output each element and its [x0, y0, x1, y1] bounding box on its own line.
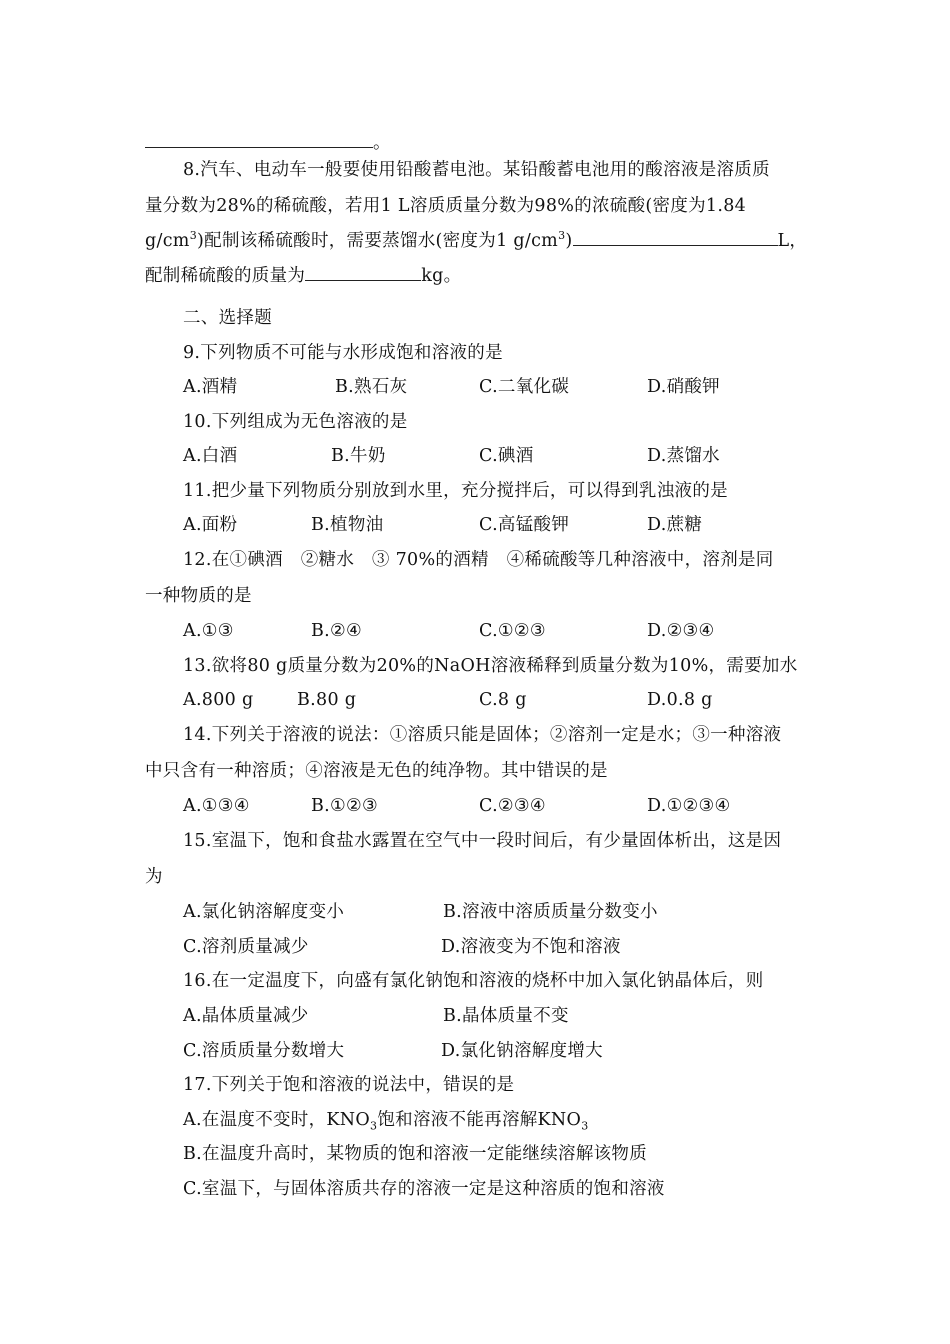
option-d[interactable]: D.蔗糖 — [647, 515, 703, 535]
q8-line-3: $g/cm^3$)配制该稀硫酸时，需要蒸馏水(密度为1 $g/cm^3$) L， — [145, 229, 808, 251]
option-c[interactable]: C.②③④ — [479, 796, 546, 816]
option-c[interactable]: C.溶质质量分数增大 — [183, 1041, 345, 1061]
option-c[interactable]: C.溶剂质量减少 — [183, 937, 309, 957]
section-heading: 二、选择题 — [183, 308, 272, 328]
option-b[interactable]: B.植物油 — [311, 515, 384, 535]
q10-stem: 10.下列组成为无色溶液的是 — [183, 412, 408, 432]
option-a[interactable]: A.氯化钠溶解度变小 — [183, 902, 345, 922]
option-a[interactable]: A.①③④ — [183, 796, 250, 816]
option-d[interactable]: D.硝酸钾 — [647, 377, 720, 397]
q11-stem: 11.把少量下列物质分别放到水里，充分搅拌后，可以得到乳浊液的是 — [183, 481, 728, 501]
q17-option-b[interactable]: B.在温度升高时，某物质的饱和溶液一定能继续溶解该物质 — [183, 1144, 648, 1164]
option-d[interactable]: D.②③④ — [647, 621, 715, 641]
q9-stem: 9.下列物质不可能与水形成饱和溶液的是 — [183, 343, 503, 363]
answer-blank[interactable] — [145, 133, 373, 148]
option-c[interactable]: C.①②③ — [479, 621, 546, 641]
option-a[interactable]: A.酒精 — [183, 377, 238, 397]
option-a[interactable]: A.晶体质量减少 — [183, 1006, 309, 1026]
option-c[interactable]: C.二氧化碳 — [479, 377, 570, 397]
q15-line-2: 为 — [145, 867, 163, 887]
answer-blank[interactable] — [305, 266, 421, 281]
option-b[interactable]: B.①②③ — [311, 796, 378, 816]
q7-answer-line — [145, 131, 391, 155]
q16-stem: 16.在一定温度下，向盛有氯化钠饱和溶液的烧杯中加入氯化钠晶体后，则 — [183, 971, 764, 991]
option-b[interactable]: B.牛奶 — [331, 446, 386, 466]
option-b[interactable]: B.溶液中溶质质量分数变小 — [443, 902, 658, 922]
q7-tail: 。 — [373, 133, 391, 153]
q15-line-1: 15.室温下，饱和食盐水露置在空气中一段时间后，有少量固体析出，这是因 — [183, 831, 782, 851]
q17-option-a[interactable]: A.在温度不变时，$KNO_3$饱和溶液不能再溶解$KNO_3$ — [183, 1110, 589, 1133]
q12-line-1: 12.在①碘酒 ②糖水 ③ 70%的酒精 ④稀硫酸等几种溶液中，溶剂是同 — [183, 550, 774, 570]
option-c[interactable]: C.碘酒 — [479, 446, 534, 466]
q14-line-1: 14.下列关于溶液的说法：①溶质只能是固体；②溶剂一定是水；③一种溶液 — [183, 725, 782, 745]
q8-line-1: 8.汽车、电动车一般要使用铅酸蓄电池。某铅酸蓄电池用的酸溶液是溶质质 — [183, 160, 770, 180]
q8-line-2: 量分数为28%的稀硫酸，若用1 L溶质质量分数为98%的浓硫酸(密度为1.84 — [145, 196, 747, 216]
option-c[interactable]: C.高锰酸钾 — [479, 515, 570, 535]
option-d[interactable]: D.溶液变为不饱和溶液 — [441, 937, 621, 957]
option-b[interactable]: B.80 g — [297, 690, 357, 710]
option-a[interactable]: A.白酒 — [183, 446, 238, 466]
q13-stem: 13.欲将80 g质量分数为20%的NaOH溶液稀释到质量分数为10%，需要加水 — [183, 656, 798, 676]
option-d[interactable]: D.蒸馏水 — [647, 446, 720, 466]
option-d[interactable]: D.氯化钠溶解度增大 — [441, 1041, 603, 1061]
option-a[interactable]: A.800 g — [183, 690, 254, 710]
q12-line-2: 一种物质的是 — [145, 586, 252, 606]
option-d[interactable]: D.0.8 g — [647, 690, 713, 710]
answer-blank[interactable] — [573, 231, 778, 246]
option-a[interactable]: A.面粉 — [183, 515, 238, 535]
option-b[interactable]: B.熟石灰 — [335, 377, 408, 397]
q17-stem: 17.下列关于饱和溶液的说法中，错误的是 — [183, 1075, 515, 1095]
q17-option-c[interactable]: C.室温下，与固体溶质共存的溶液一定是这种溶质的饱和溶液 — [183, 1179, 665, 1199]
q14-line-2: 中只含有一种溶质；④溶液是无色的纯净物。其中错误的是 — [145, 761, 608, 781]
q8-line-4: 配制稀硫酸的质量为 kg。 — [145, 266, 462, 286]
option-b[interactable]: B.晶体质量不变 — [443, 1006, 569, 1026]
option-d[interactable]: D.①②③④ — [647, 796, 731, 816]
option-c[interactable]: C.8 g — [479, 690, 527, 710]
option-a[interactable]: A.①③ — [183, 621, 234, 641]
option-b[interactable]: B.②④ — [311, 621, 362, 641]
